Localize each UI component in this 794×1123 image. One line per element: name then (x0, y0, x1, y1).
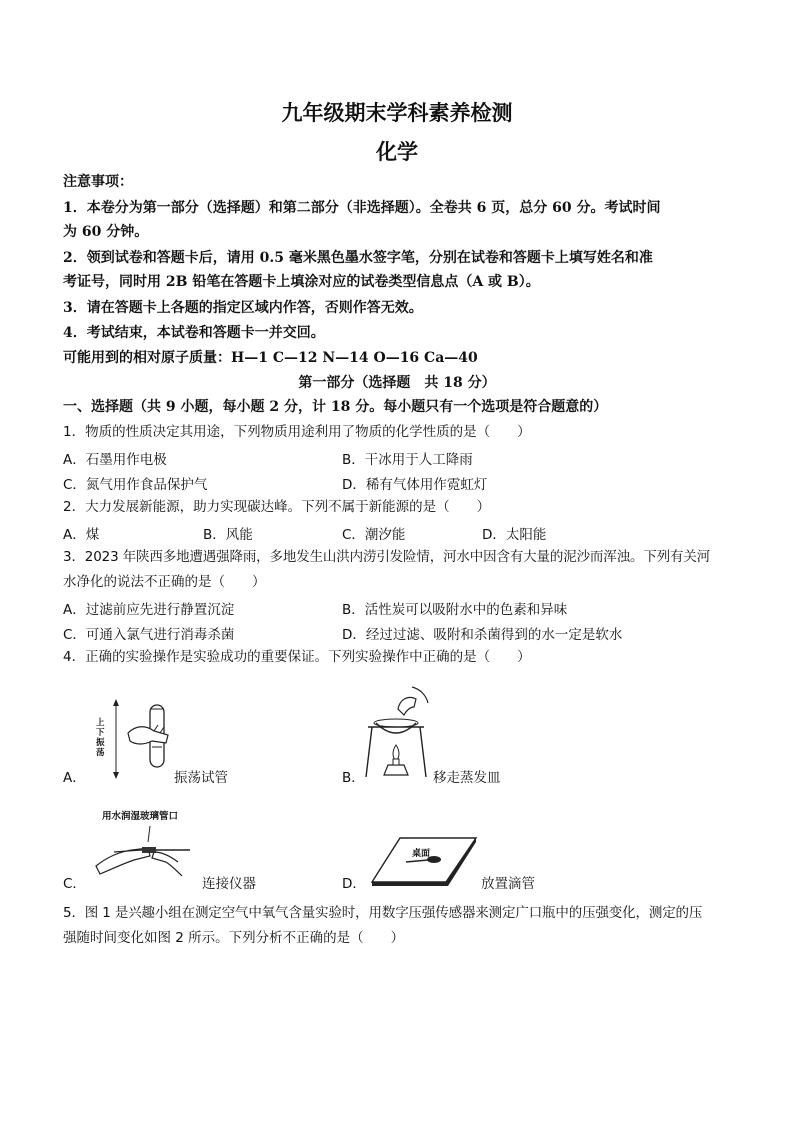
q4-option-d-label: 放置滴管 (481, 876, 535, 892)
q2-stem: 2．大力发展新能源，助力实现碳达峰。下列不属于新能源的是（ ） (63, 499, 491, 515)
q4-option-a-label: 振荡试管 (174, 770, 228, 786)
q5-stem-a: 5．图 1 是兴趣小组在测定空气中氧气含量实验时，用数字压强传感器来测定广口瓶中的压强变化，测定的压 (63, 905, 703, 921)
dropper-on-table-figure (370, 834, 480, 886)
connecting-apparatus-figure (92, 822, 197, 884)
q4-option-c-letter: C． (63, 876, 86, 892)
wet-glass-tube-caption: 用水润湿玻璃管口 (102, 811, 179, 822)
q3-option-b: B．活性炭可以吸附水中的色素和异味 (342, 602, 568, 618)
q1-option-c: C．氮气用作食品保护气 (63, 477, 208, 493)
q2-option-d: D．太阳能 (482, 527, 547, 543)
q3-stem-a: 3．2023 年陕西多地遭遇强降雨，多地发生山洪内涝引发险情，河水中因含有大量的泥沙而浑浊。下列有关河 (63, 549, 711, 565)
notes-heading: 注意事项： (63, 174, 133, 190)
q4-stem: 4．正确的实验操作是实验成功的重要保证。下列实验操作中正确的是（ ） (63, 649, 531, 665)
q5-stem-b: 强随时间变化如图 2 所示。下列分析不正确的是（ ） (63, 930, 405, 946)
q4-option-b-letter: B． (342, 770, 365, 786)
shake-label: 上下振荡 (96, 718, 105, 758)
q4-option-a-letter: A． (63, 770, 86, 786)
q1-stem: 1．物质的性质决定其用途，下列物质用途利用了物质的化学性质的是（ ） (63, 424, 531, 440)
q1-option-a: A．石墨用作电极 (63, 452, 167, 468)
q1-option-b: B．干冰用于人工降雨 (342, 452, 473, 468)
q2-option-c: C．潮汐能 (342, 527, 406, 543)
q2-option-a: A．煤 (63, 527, 100, 543)
table-caption: 桌面 (412, 849, 431, 859)
q4-option-d-letter: D． (342, 876, 366, 892)
note-3: 3．请在答题卡上各题的指定区域内作答，否则作答无效。 (63, 300, 423, 316)
note-1b: 为 60 分钟。 (63, 224, 149, 240)
note-2a: 2．领到试卷和答题卡后，请用 0.5 毫米黑色墨水签字笔，分别在试卷和答题卡上填写姓名和准 (63, 250, 653, 266)
q3-option-a: A．过滤前应先进行静置沉淀 (63, 602, 235, 618)
evaporating-dish-figure (362, 683, 432, 783)
note-2b: 考证号，同时用 2B 铅笔在答题卡上填涂对应的试卷类型信息点（A 或 B）。 (63, 274, 540, 290)
q4-option-c-label: 连接仪器 (202, 876, 256, 892)
note-4: 4．考试结束，本试卷和答题卡一并交回。 (63, 325, 325, 341)
q2-option-b: B．风能 (203, 527, 253, 543)
section-heading: 一、选择题（共 9 小题，每小题 2 分，计 18 分。每小题只有一个选项是符合题意的） (63, 399, 608, 415)
q3-option-c: C．可通入氯气进行消毒杀菌 (63, 627, 235, 643)
exam-title: 九年级期末学科素养检测 (281, 100, 513, 125)
q1-option-d: D．稀有气体用作霓虹灯 (342, 477, 488, 493)
q3-stem-b: 水净化的说法不正确的是（ ） (63, 574, 266, 590)
atomic-mass-line: 可能用到的相对原子质量：H—1 C—12 N—14 O—16 Ca—40 (63, 350, 478, 366)
q3-option-d: D．经过过滤、吸附和杀菌得到的水一定是软水 (342, 627, 623, 643)
q4-option-b-label: 移走蒸发皿 (433, 770, 501, 786)
subject-title: 化学 (376, 139, 418, 164)
part1-title: 第一部分（选择题 共 18 分） (298, 375, 496, 391)
note-1a: 1．本卷分为第一部分（选择题）和第二部分（非选择题）。全卷共 6 页，总分 60 分。考试时间 (63, 200, 661, 216)
